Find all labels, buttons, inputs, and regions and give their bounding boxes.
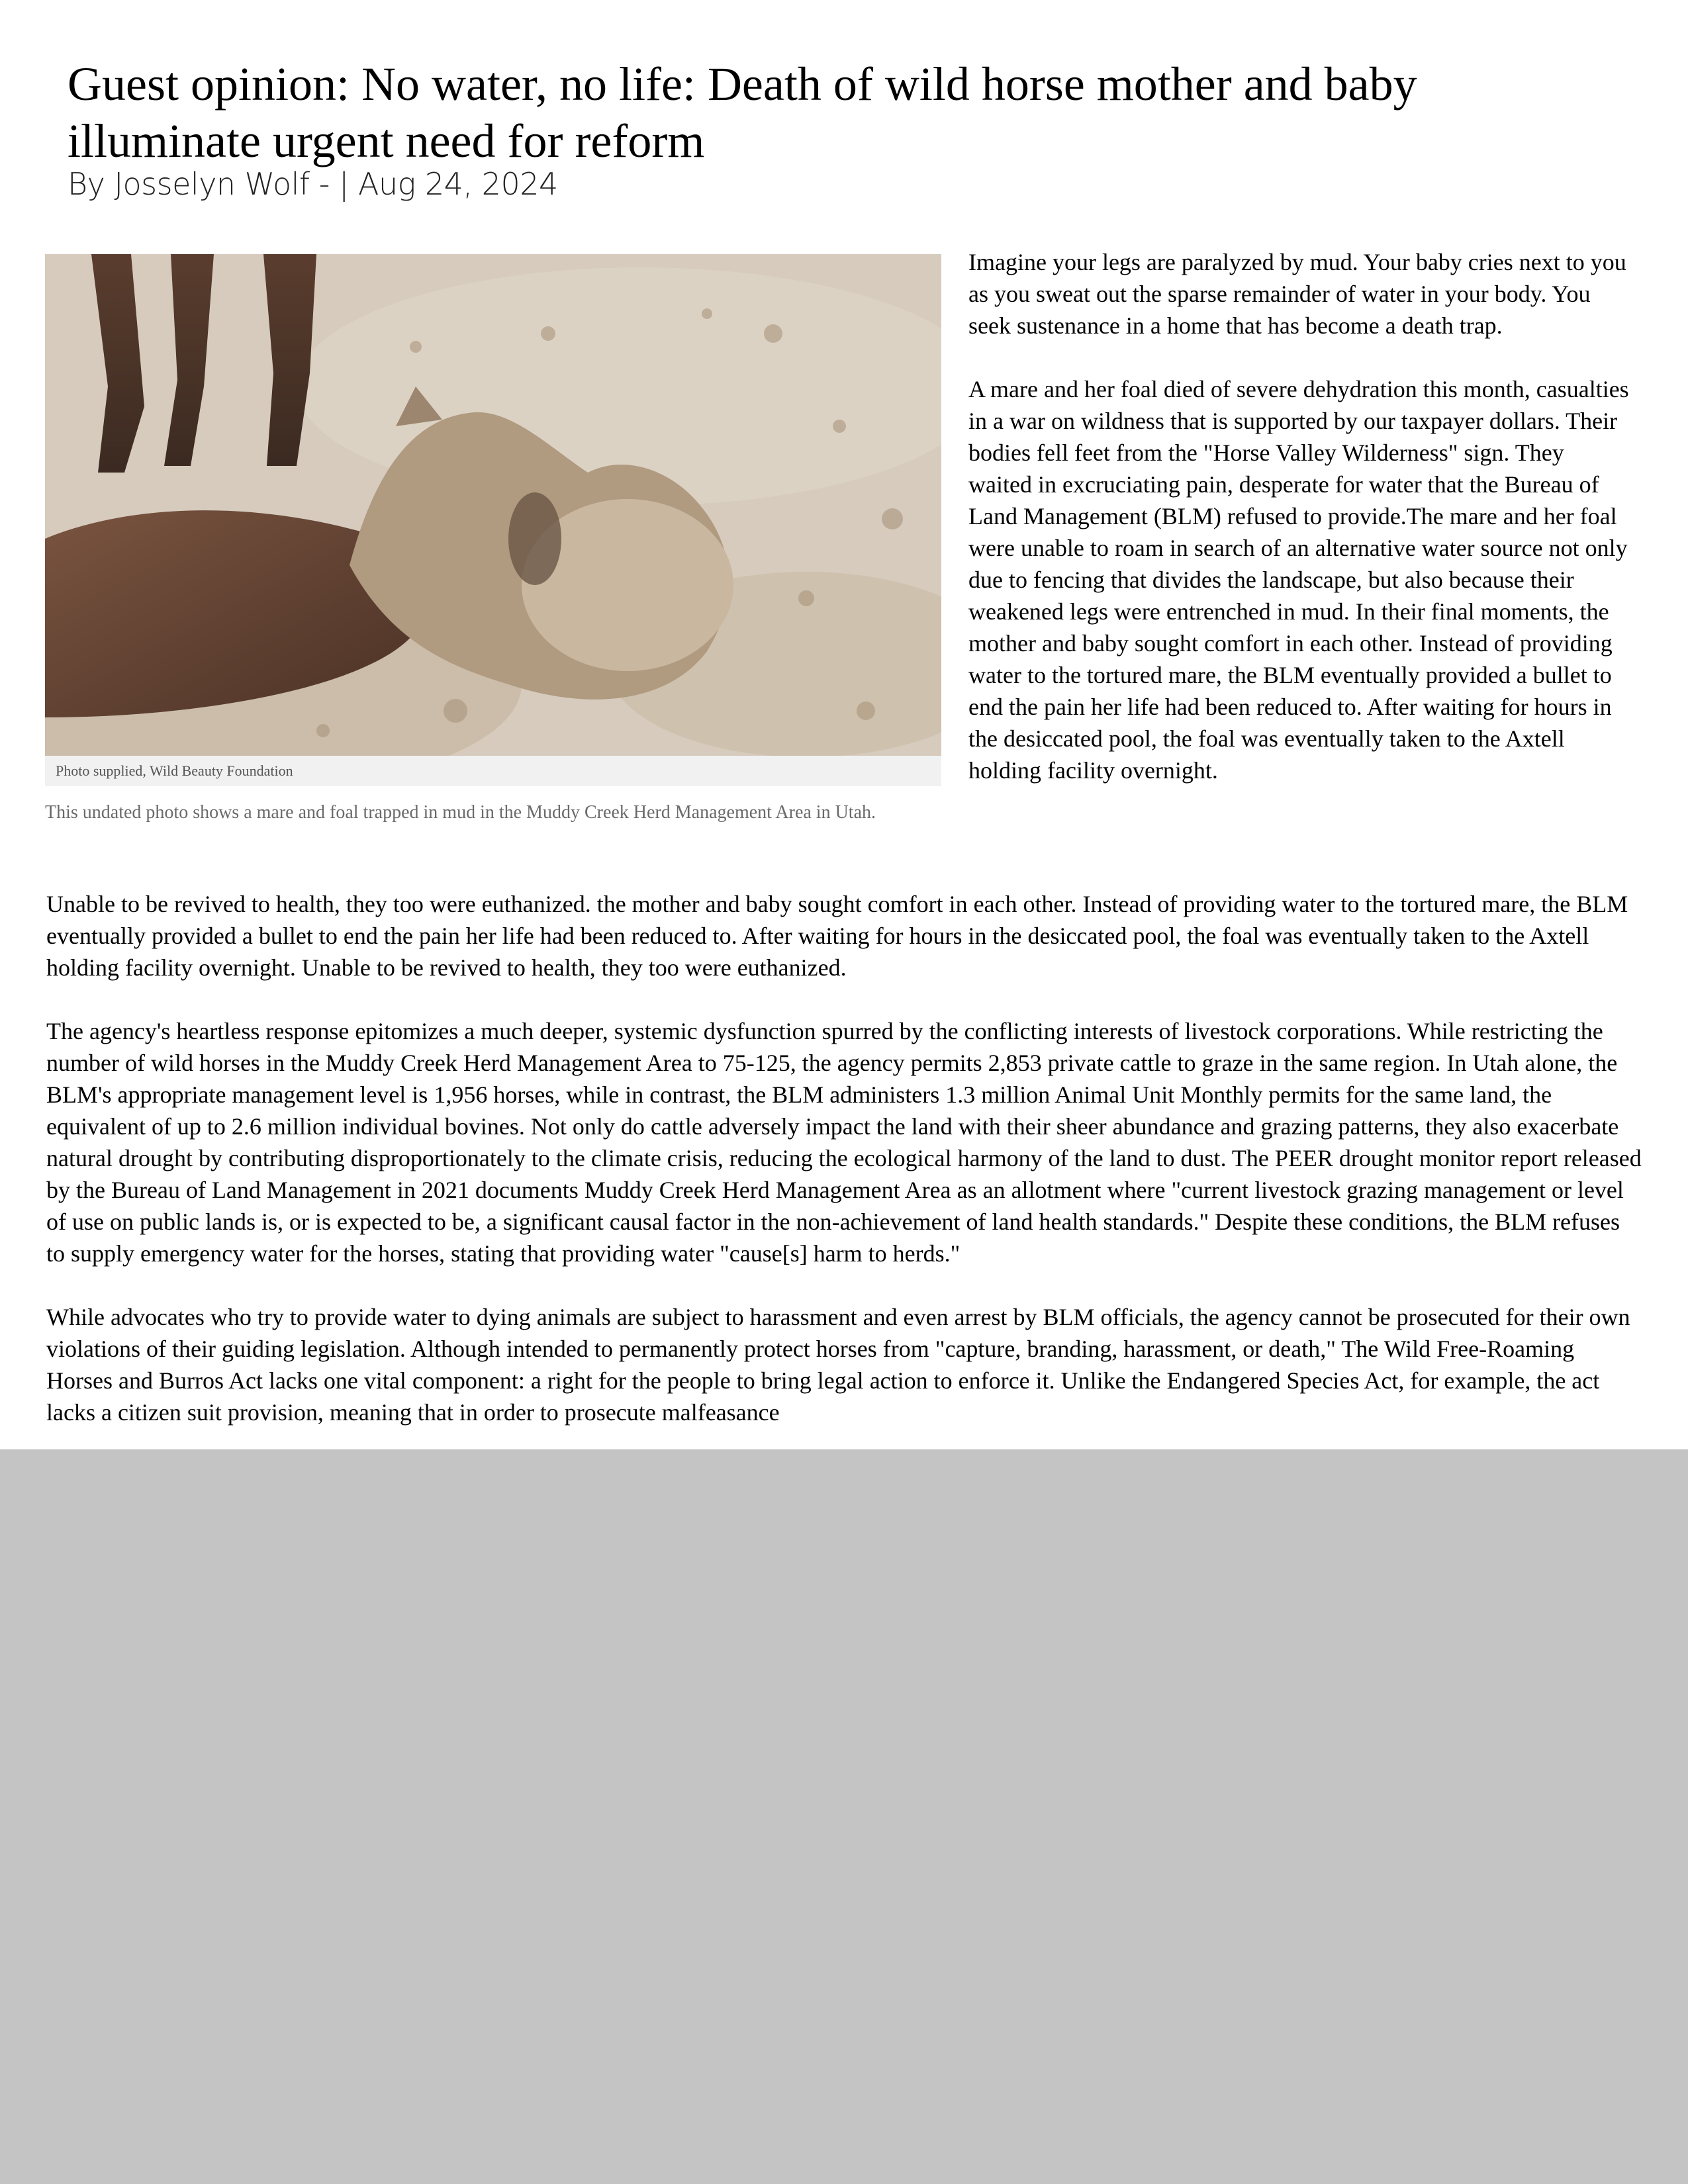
horse-mud-illustration bbox=[45, 254, 941, 756]
article-side-column bbox=[968, 246, 1630, 786]
photo-caption: This undated photo shows a mare and foal trapped in mud in the Muddy Creek Herd Management Area in Utah. bbox=[45, 802, 876, 823]
article-body bbox=[46, 888, 1642, 1449]
article-paragraph: A mare and her foal died of severe dehydration this month, casualties in a war on wildness that is supported by our taxpayer dollars. Their bodies fell feet from the "Horse Valley Wilderness" sign. They waited in excruciating pain, desperate for water that the Bureau of Land Management (BLM) refused to provide.The mare and her foal were unable to roam in search of an alternative water source not only due to fencing that divides the landscape, but also because their weakened legs were entrenched in mud. In their final moments, the mother and baby sought comfort in each other. Instead of providing water to the tortured mare, the BLM eventually provided a bullet to end the pain her life had been reduced to. After waiting for hours in the desiccated pool, the foal was eventually taken to the Axtell holding facility overnight. bbox=[968, 376, 1629, 784]
article-byline: By Josselyn Wolf - | Aug 24, 2024 bbox=[68, 166, 558, 202]
article-paragraph: The agency's heartless response epitomizes a much deeper, systemic dysfunction spurred by the conflicting interests of livestock corporations. While restricting the number of wild horses in the Muddy Creek Herd Management Area to 75-125, the agency permits 2,853 private cattle to graze in the same region. In Utah alone, the BLM's appropriate management level is 1,956 horses, while in contrast, the BLM administers 1.3 million Animal Unit Monthly permits for the same land, the equivalent of up to 2.6 million individual bovines. Not only do cattle adversely impact the land with their sheer abundance and grazing patterns, they also exacerbate natural drought by contributing disproportionately to the climate crisis, reducing the ecological harmony of the land to dust. The PEER drought monitor report released by the Bureau of Land Management in 2021 documents Muddy Creek Herd Management Area as an allotment where "current livestock grazing management or level of use on public lands is, or is expected to be, a significant causal factor in the non-achievement of land health standards." Despite these conditions, the BLM refuses to supply emergency water for the horses, stating that providing water "cause[s] harm to herds." bbox=[46, 1018, 1642, 1267]
article-paragraph: Unable to be revived to health, they too were euthanized. the mother and baby sought comfort in each other. Instead of providing water to the tortured mare, the BLM eventually provided a bullet to end the pain her life had been reduced to. After waiting for hours in the desiccated pool, the foal was eventually taken to the Axtell holding facility overnight. Unable to be revived to health, they too were euthanized. bbox=[46, 891, 1628, 981]
article-paragraph: Imagine your legs are paralyzed by mud. Your baby cries next to you as you sweat out the sparse remainder of water in your body. You seek sustenance in a home that has become a death trap. bbox=[968, 249, 1626, 339]
article-paragraph: While advocates who try to provide water to dying animals are subject to harassment and even arrest by BLM officials, the agency cannot be prosecuted for their own violations of their guiding legislation. Although intended to permanently protect horses from "capture, branding, harassment, or death," The Wild Free-Roaming Horses and Burros Act lacks one vital component: a right for the people to bring legal action to enforce it. Unlike the Endangered Species Act, for example, the act lacks a citizen suit provision, meaning that in order to prosecute malfeasance bbox=[46, 1304, 1630, 1426]
article-headline: Guest opinion: No water, no life: Death of wild horse mother and baby illuminate urgent need for reform bbox=[68, 58, 1417, 167]
photo-credit: Photo supplied, Wild Beauty Foundation bbox=[45, 756, 941, 786]
horse-mud-photo bbox=[45, 254, 941, 756]
viewer-background bbox=[0, 1449, 1688, 2184]
article-figure bbox=[45, 254, 941, 825]
